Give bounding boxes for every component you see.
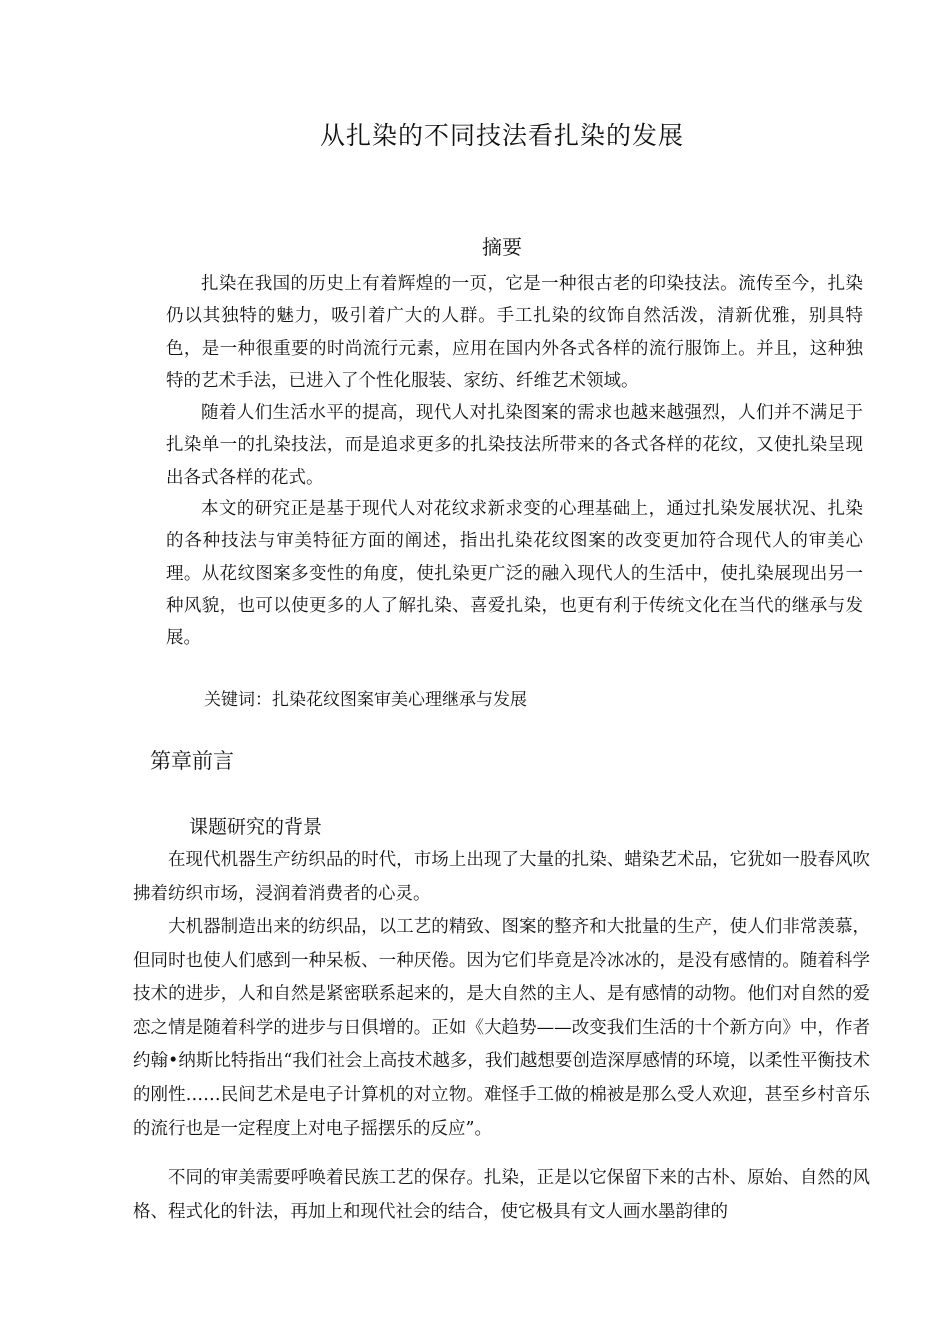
- abstract-heading: 摘要: [482, 235, 522, 259]
- body-paragraph: 大机器制造出来的纺织品，以工艺的精致、图案的整齐和大批量的生产，使人们非常羡慕，但同时也使人们感到一种呆板、一种厌倦。因为它们毕竟是冷冰冰的，是没有感情的。随着科学技术的进步，人和自然是紧密联系起来的，是大自然的主人、是有感情的动物。他们对自然的爱恋之情是随着科学的进步与日俱增的。正如《大趋势——改变我们生活的十个新方向》中，作者约翰•纳斯比特指出“我们社会上高技术越多，我们越想要创造深厚感情的环境，以柔性平衡技术的刚性……民间艺术是电子计算机的对立物。难怪手工做的棉被是那么受人欢迎，甚至乡村音乐的流行也是一定程度上对电子摇摆乐的反应”。: [133, 917, 870, 1139]
- chapter-heading: 第章前言: [150, 749, 234, 773]
- body-paragraph: 不同的审美需要呼唤着民族工艺的保存。扎染，正是以它保留下来的古朴、原始、自然的风格、程式化的针法，再加上和现代社会的结合，使它极具有文人画水墨韵律的: [133, 1168, 870, 1222]
- abstract-paragraph: 扎染在我国的历史上有着辉煌的一页，它是一种很古老的印染技法。流传至今，扎染仍以其独特的魅力，吸引着广大的人群。手工扎染的纹饰自然活泼，清新优雅，别具特色，是一种很重要的时尚流行元素，应用在国内外各式各样的流行服饰上。并且，这种独特的艺术手法，已进入了个性化服装、家纺、纤维艺术领域。: [166, 274, 863, 391]
- abstract-paragraph: 本文的研究正是基于现代人对花纹求新求变的心理基础上，通过扎染发展状况、扎染的各种技法与审美特征方面的阐述，指出扎染花纹图案的改变更加符合现代人的审美心理。从花纹图案多变性的角度，使扎染更广泛的融入现代人的生活中，使扎染展现出另一种风貌，也可以使更多的人了解扎染、喜爱扎染，也更有利于传统文化在当代的继承与发展。: [166, 499, 863, 649]
- body-paragraph: 在现代机器生产纺织品的时代，市场上出现了大量的扎染、蜡染艺术品，它犹如一股春风吹拂着纺织市场，浸润着消费者的心灵。: [133, 850, 870, 904]
- abstract-paragraph: 随着人们生活水平的提高，现代人对扎染图案的需求也越来越强烈，人们并不满足于扎染单一的扎染技法，而是追求更多的扎染技法所带来的各式各样的花纹，又使扎染呈现出各式各样的花式。: [166, 403, 863, 488]
- section-heading: 课题研究的背景: [189, 816, 323, 838]
- keywords-line: 关键词：扎染花纹图案审美心理继承与发展: [204, 690, 527, 710]
- document-title: 从扎染的不同技法看扎染的发展: [319, 121, 684, 150]
